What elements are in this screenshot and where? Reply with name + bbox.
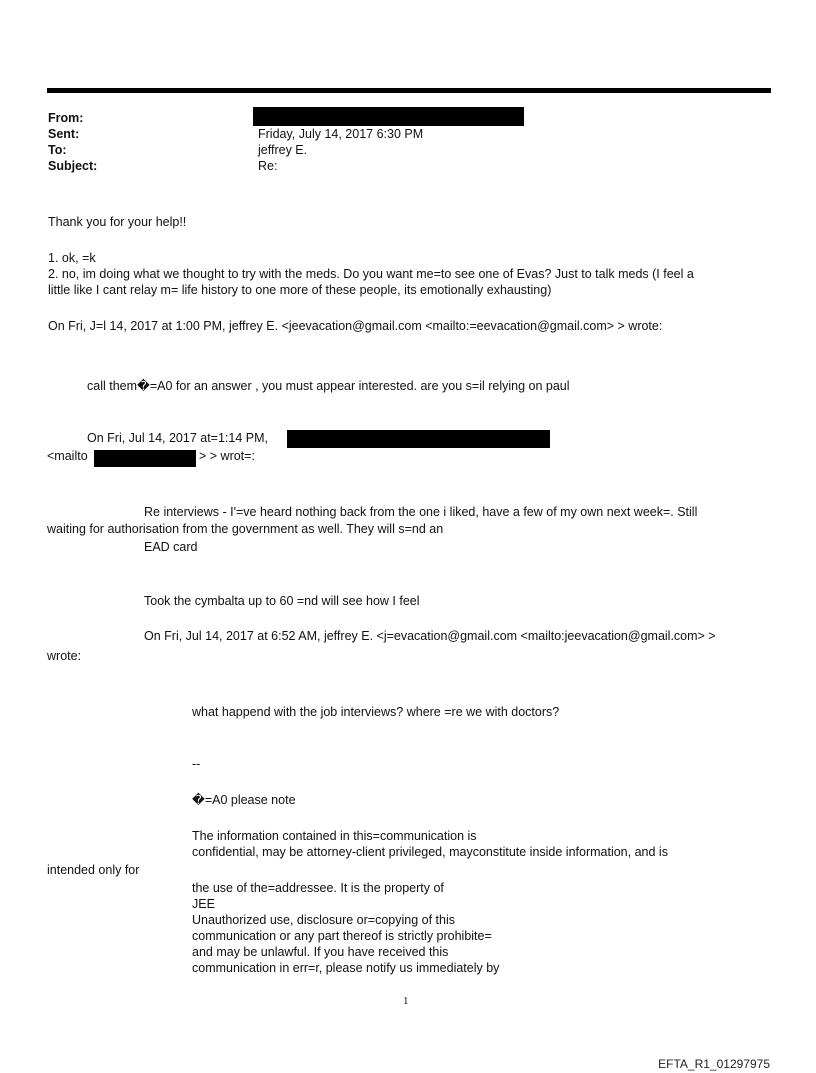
quote-header: On Fri, J=l 14, 2017 at 1:00 PM, jeffrey E. <jeevacation@gmail.com <mailto:=eevacation@gmail.com> > wrote: [48,319,663,333]
body-line: what happend with the job interviews? where =re we with doctors? [192,705,560,719]
redacted-email [94,450,196,467]
body-line: 2. no, im doing what we thought to try with the meds. Do you want me=to see one of Evas? Just to talk meds (I feel a [48,267,694,281]
page-number: 1 [403,995,409,1007]
body-line: 1. ok, =k [48,251,96,265]
disclaimer-line: the use of the=addressee. It is the property of [192,881,444,895]
body-line: > > wrot=: [199,449,255,463]
to-label: To: [48,143,67,157]
body-line: call them�=A0 for an answer , you must appear interested. are you s=il relying on paul [87,379,570,393]
body-line: Took the cymbalta up to 60 =nd will see how I feel [144,594,420,608]
disclaimer-line: confidential, may be attorney-client privileged, mayconstitute inside information, and is [192,845,668,859]
disclaimer-line: Unauthorized use, disclosure or=copying of this [192,913,455,927]
body-line: wrote: [47,649,82,663]
disclaimer-line: communication in err=r, please notify us immediately by [192,961,500,975]
body-line: EAD card [144,540,198,554]
sent-value: Friday, July 14, 2017 6:30 PM [258,127,424,141]
sent-label: Sent: [48,127,80,141]
body-line: Thank you for your help!! [48,215,187,229]
body-line: waiting for authorisation from the government as well. They will s=nd an [47,522,444,536]
to-value: jeffrey E. [258,143,308,157]
redacted-from [253,107,524,126]
body-line: -- [192,757,201,771]
body-line: Re interviews - I'=ve heard nothing back from the one i liked, have a few of my own next week=. Still [144,505,698,519]
quote-header: On Fri, Jul 14, 2017 at=1:14 PM, [87,431,268,445]
disclaimer-line: communication or any part thereof is strictly prohibite= [192,929,492,943]
body-line: little like I cant relay m= life history to one more of these people, its emotionally exhausting) [48,283,552,297]
disclaimer-line: intended only for [47,863,140,877]
disclaimer-line: and may be unlawful. If you have received this [192,945,449,959]
redacted-sender [287,430,550,448]
from-label: From: [48,111,84,125]
body-line: <mailto [47,449,88,463]
subject-label: Subject: [48,159,98,173]
subject-value: Re: [258,159,278,173]
disclaimer-line: JEE [192,897,215,911]
document-id: EFTA_R1_01297975 [658,1057,770,1071]
header-rule [47,88,771,93]
disclaimer-line: The information contained in this=communication is [192,829,477,843]
quote-header: On Fri, Jul 14, 2017 at 6:52 AM, jeffrey E. <j=evacation@gmail.com <mailto:jeevacation@gmail.com> > [144,629,716,643]
body-line: �=A0 please note [192,793,296,807]
